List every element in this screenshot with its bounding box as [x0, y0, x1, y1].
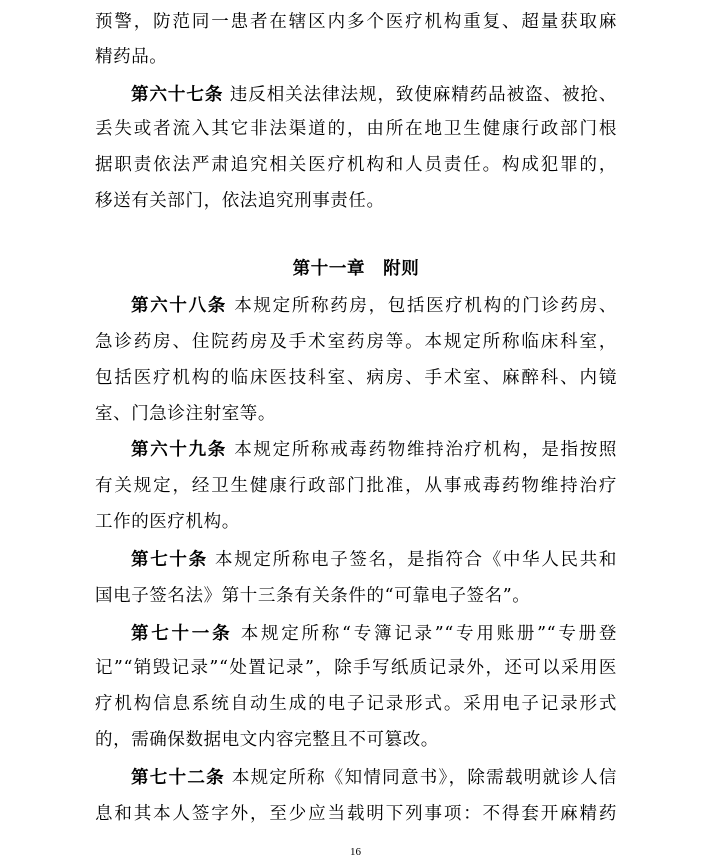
paragraph-line: 的，需确保数据电文内容完整且不可篡改。: [95, 730, 439, 750]
paragraph-line: 室、门急诊注射室等。: [95, 404, 276, 424]
article-67-first-line: [131, 80, 617, 110]
article-72-first-line: [131, 763, 617, 793]
article-69-first-line: [131, 435, 617, 465]
article-71-first-line: [131, 619, 617, 649]
paragraph-line: 有关规定，经卫生健康行政部门批准，从事戒毒药物维持治疗: [95, 476, 617, 496]
article-68-first-line: [131, 291, 617, 321]
paragraph-line: 国电子签名法》第十三条有关条件的“可靠电子签名”。: [95, 586, 531, 606]
paragraph-text: 本规定所称电子签名，是指符合《中华人民共和: [215, 550, 617, 570]
paragraph-line: 记”“销毁记录”“处置记录”，除手写纸质记录外，还可以采用医: [95, 658, 617, 678]
paragraph-line: 息和其本人签字外，至少应当载明下列事项：不得套开麻精药: [95, 804, 617, 824]
paragraph-line: 包括医疗机构的临床医技科室、病房、手术室、麻醉科、内镜: [95, 368, 617, 388]
paragraph-text: 本规定所称《知情同意书》，除需载明就诊人信: [231, 768, 617, 788]
paragraph-line: 丢失或者流入其它非法渠道的，由所在地卫生健康行政部门根: [95, 119, 617, 139]
paragraph-text: 本规定所称“专簿记录”“专用账册”“专册登: [240, 624, 618, 644]
paragraph-line: 工作的医疗机构。: [95, 512, 240, 532]
paragraph-line: 急诊药房、住院药房及手术室药房等。本规定所称临床科室，: [95, 332, 617, 352]
article-70-heading: 第七十条: [131, 550, 208, 570]
paragraph-line: 疗机构信息系统自动生成的电子记录形式。采用电子记录形式: [95, 694, 617, 714]
paragraph-line: 预警，防范同一患者在辖区内多个医疗机构重复、超量获取麻: [95, 12, 617, 32]
paragraph-text: 违反相关法律法规，致使麻精药品被盗、被抢、: [229, 85, 618, 105]
paragraph-line: 移送有关部门，依法追究刑事责任。: [95, 191, 385, 211]
paragraph-line: 精药品。: [95, 47, 168, 67]
page-number: 16: [350, 846, 361, 858]
article-69-heading: 第六十九条: [131, 440, 227, 460]
article-71-heading: 第七十一条: [131, 624, 233, 644]
article-70-first-line: [131, 545, 617, 575]
paragraph-text: 本规定所称药房，包括医疗机构的门诊药房、: [234, 296, 618, 316]
article-68-heading: 第六十八条: [131, 296, 227, 316]
article-67-heading: 第六十七条: [131, 85, 224, 105]
article-72-heading: 第七十二条: [131, 768, 225, 788]
paragraph-line: 据职责依法严肃追究相关医疗机构和人员责任。构成犯罪的，: [95, 155, 617, 175]
chapter-title: 第十一章 附则: [292, 259, 420, 279]
paragraph-text: 本规定所称戒毒药物维持治疗机构，是指按照: [234, 440, 618, 460]
